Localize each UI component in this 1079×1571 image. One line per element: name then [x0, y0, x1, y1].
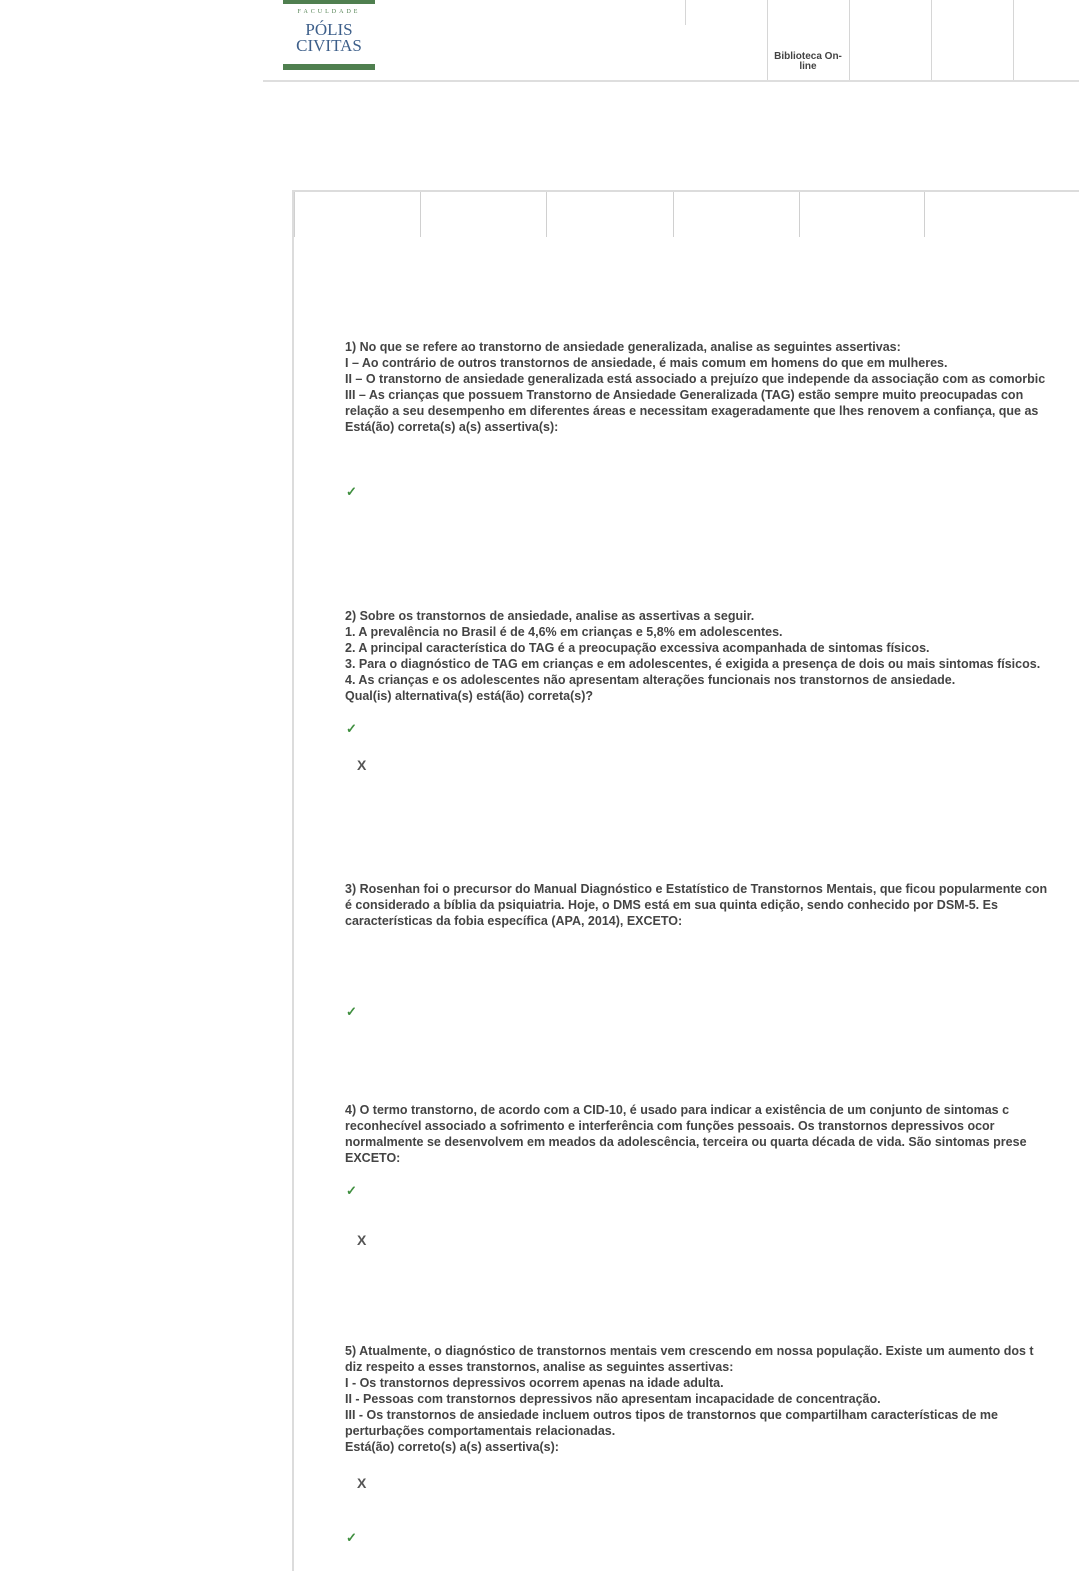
question-4 [345, 1102, 1079, 1166]
logo-top-bar [283, 0, 375, 4]
question-text-line: 2. A principal característica do TAG é a preocupação excessiva acompanhada de sintomas físicos. [345, 641, 930, 655]
question-text-line: I – Ao contrário de outros transtornos de ansiedade, é mais comum em homens do que em mulheres. [345, 356, 948, 370]
question-text-line: 3. Para o diagnóstico de TAG em crianças e em adolescentes, é exigida a presença de dois ou mais sintomas físicos. [345, 657, 1041, 671]
nav-item-biblioteca-online[interactable] [767, 0, 848, 80]
logo-bottom-bar [283, 64, 375, 70]
logo-civitas-text: CIVITAS [296, 36, 362, 55]
question-text-line: II - Pessoas com transtornos depressivos não apresentam incapacidade de concentração. [345, 1392, 881, 1406]
logo-faculdade-text: FACULDADE [297, 9, 361, 15]
question-text-line: EXCETO: [345, 1151, 401, 1165]
question-text-line: reconhecível associado a sofrimento e interferência com funções pessoais. Os transtornos depressivos ocor [345, 1119, 995, 1133]
question-text-line: 5) Atualmente, o diagnóstico de transtornos mentais vem crescendo em nossa população. Existe um aumento dos t [345, 1344, 1034, 1358]
question-text-line: 4) O termo transtorno, de acordo com a CID-10, é usado para indicar a existência de um conjunto de sintomas c [345, 1103, 1010, 1117]
tab[interactable] [546, 192, 674, 237]
question-text-line: 3) Rosenhan foi o precursor do Manual Diagnóstico e Estatístico de Transtornos Mentais, que ficou popularmente con [345, 882, 1048, 896]
question-text-line: 1) No que se refere ao transtorno de ansiedade generalizada, analise as seguintes assertivas: [345, 340, 901, 354]
wrong-x-icon: X [357, 757, 367, 773]
question-2 [345, 608, 1079, 704]
tab[interactable] [799, 192, 925, 237]
question-5 [345, 1343, 1079, 1455]
wrong-x-icon: X [357, 1475, 367, 1491]
question-text-line: III - Os transtornos de ansiedade incluem outros tipos de transtornos que compartilham características de me [345, 1408, 998, 1422]
question-text-line: 1. A prevalência no Brasil é de 4,6% em crianças e 5,8% em adolescentes. [345, 625, 783, 639]
logo-polis-text: PÓLIS [305, 20, 353, 39]
nav-item[interactable] [849, 0, 930, 80]
tab[interactable] [420, 192, 547, 237]
question-text-line: perturbações comportamentais relacionadas. [345, 1424, 616, 1438]
question-text-line: Está(ão) correta(s) a(s) assertiva(s): [345, 420, 559, 434]
nav-item[interactable] [1013, 0, 1079, 80]
question-3 [345, 881, 1079, 929]
wrong-x-icon: X [357, 1232, 367, 1248]
tab[interactable] [924, 192, 1079, 237]
faculdade-polis-civitas-logo[interactable] [283, 0, 375, 72]
question-text-line: II – O transtorno de ansiedade generalizada está associado a prejuízo que independe da associação com as comorbic [345, 372, 1046, 386]
question-1 [345, 339, 1079, 435]
correct-check-icon: ✓ [346, 1183, 357, 1198]
question-text-line: normalmente se desenvolvem em meados da adolescência, terceira ou quarta década de vida. São sintomas prese [345, 1135, 1027, 1149]
tab[interactable] [294, 192, 421, 237]
correct-check-icon: ✓ [346, 484, 357, 499]
correct-check-icon: ✓ [346, 721, 357, 736]
question-text-line: 2) Sobre os transtornos de ansiedade, analise as assertivas a seguir. [345, 609, 755, 623]
nav-divider [685, 0, 686, 25]
question-text-line: características da fobia específica (APA, 2014), EXCETO: [345, 914, 683, 928]
panel-left-border [292, 190, 294, 1571]
question-text-line: III – As crianças que possuem Transtorno de Ansiedade Generalizada (TAG) estão sempre muito preocupadas con [345, 388, 1024, 402]
header-divider [263, 80, 1079, 82]
tab[interactable] [673, 192, 800, 237]
question-text-line: diz respeito a esses transtornos, analise as seguintes assertivas: [345, 1360, 734, 1374]
nav-item[interactable] [931, 0, 1012, 80]
correct-check-icon: ✓ [346, 1004, 357, 1019]
question-text-line: Qual(is) alternativa(s) está(ão) correta(s)? [345, 689, 593, 703]
nav-item-label: Biblioteca On-line [774, 51, 842, 72]
question-text-line: é considerado a bíblia da psiquiatria. Hoje, o DMS está em sua quinta edição, sendo conhecido por DSM-5. Es [345, 898, 998, 912]
question-text-line: Está(ão) correto(s) a(s) assertiva(s): [345, 1440, 559, 1454]
question-text-line: I - Os transtornos depressivos ocorrem apenas na idade adulta. [345, 1376, 724, 1390]
correct-check-icon: ✓ [346, 1530, 357, 1545]
question-text-line: relação a seu desempenho em diferentes áreas e necessitam exageradamente que lhes renovem a confiança, que as [345, 404, 1039, 418]
question-text-line: 4. As crianças e os adolescentes não apresentam alterações funcionais nos transtornos de ansiedade. [345, 673, 956, 687]
